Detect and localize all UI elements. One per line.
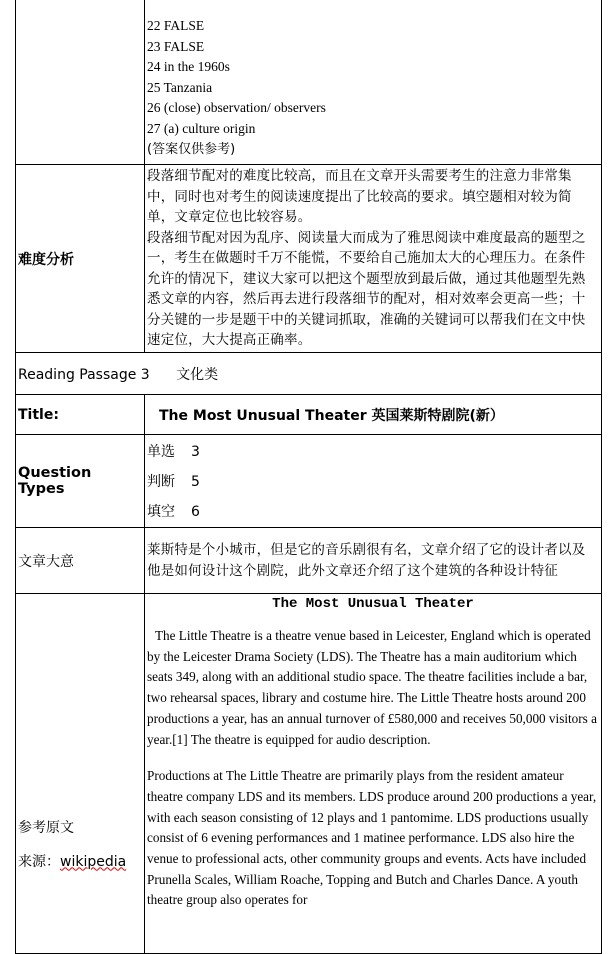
reference-row (16, 594, 602, 954)
answer-line: 22 FALSE (147, 18, 205, 33)
question-type-item: 填空 6 (147, 504, 200, 520)
summary-label: 文章大意 (16, 528, 145, 594)
difficulty-para-1: 段落细节配对的难度比较高，而且在文章开头需要考生的注意力非常集中，同时也对考生的阅读速度提出了比较高的要求。填空题相对较为简单，文章定位也比较容易。 (147, 168, 572, 225)
summary-row (16, 528, 602, 594)
title-label: Title: (16, 395, 145, 435)
answer-line: 25 Tanzania (147, 79, 213, 95)
answer-line: 26 (close) observation/ observers (147, 100, 326, 116)
reference-source (18, 851, 142, 871)
answer-line: 24 in the 1960s (147, 59, 230, 75)
passage-cell (16, 353, 602, 395)
difficulty-row (16, 165, 602, 353)
reference-article (145, 594, 602, 954)
passage-row (16, 353, 602, 395)
answer-line: 27 (a) culture origin (147, 120, 256, 136)
document-table (15, 0, 602, 954)
reference-label-cell (16, 594, 145, 954)
answer-line: 23 FALSE (147, 38, 205, 54)
question-type-item: 单选 3 (147, 444, 200, 460)
question-types-row (16, 435, 602, 528)
title-row (16, 395, 602, 435)
answers-row (16, 0, 602, 165)
reference-label: 参考原文 (18, 819, 74, 836)
question-types-list (145, 435, 602, 528)
summary-text: 莱斯特是个小城市，但是它的音乐剧很有名，文章介绍了它的设计者以及他是如何设计这个剧院，此外文章还介绍了这个建筑的各种设计特征 (145, 528, 602, 594)
difficulty-text (145, 165, 602, 353)
passage-category: 文化类 (176, 366, 219, 383)
question-type-item: 判断 5 (147, 474, 200, 490)
difficulty-para-2: 段落细节配对因为乱序、阅读量大而成为了雅思阅读中难度最高的题型之一，考生在做题时千万不能慌，不要给自己施加太大的心理压力。在条件允许的情况下，建议大家可以把这个题型放到最后做，通过其他题型先熟悉文章的内容，然后再去进行段落细节的配对，相对效率会更高一些；十分关键的一步是题干中的关键词抓取，准确的关键词可以帮我们在文中快速定位，大大提高正确率。 (147, 229, 586, 348)
answers-cell (145, 0, 602, 165)
article-para-2: Productions at The Little Theatre are primarily plays from the resident amateur theatre company LDS and its members. LDS produce around 200 productions a year, with each season consisting of 12 plays and 1 pantomime. LDS productions usually consist of 6 evening performances and 1 matinee performance. LDS also hire the venue to professional acts, other community groups and events. Acts have included Prunella Scales, William Roache, Topping and Butch and Charles Dance. A youth theatre group also operates for (147, 768, 597, 908)
answer-note: (答案仅供参考) (147, 141, 236, 157)
source-label: 来源： (18, 853, 60, 870)
question-types-label: Question Types (16, 435, 145, 528)
answers-label-cell (16, 0, 145, 165)
title-value: The Most Unusual Theater 英国莱斯特剧院(新） (145, 395, 602, 435)
passage-name: Reading Passage 3 (18, 366, 150, 383)
article-para-1: The Little Theatre is a theatre venue based in Leicester, England which is operated by the Leicester Drama Society (LDS). The Theatre has a main auditorium which seats 349, along with an additional studio space. The theatre facilities include a bar, two rehearsal spaces, library and costume hire. The Little Theatre hosts around 200 productions a year, has an annual turnover of £580,000 and receives 50,000 visitors a year.[1] The theatre is equipped for audio description. (147, 628, 597, 747)
difficulty-label: 难度分析 (16, 165, 145, 353)
source-value: wikipedia (60, 853, 127, 870)
article-title: The Most Unusual Theater (272, 596, 474, 612)
